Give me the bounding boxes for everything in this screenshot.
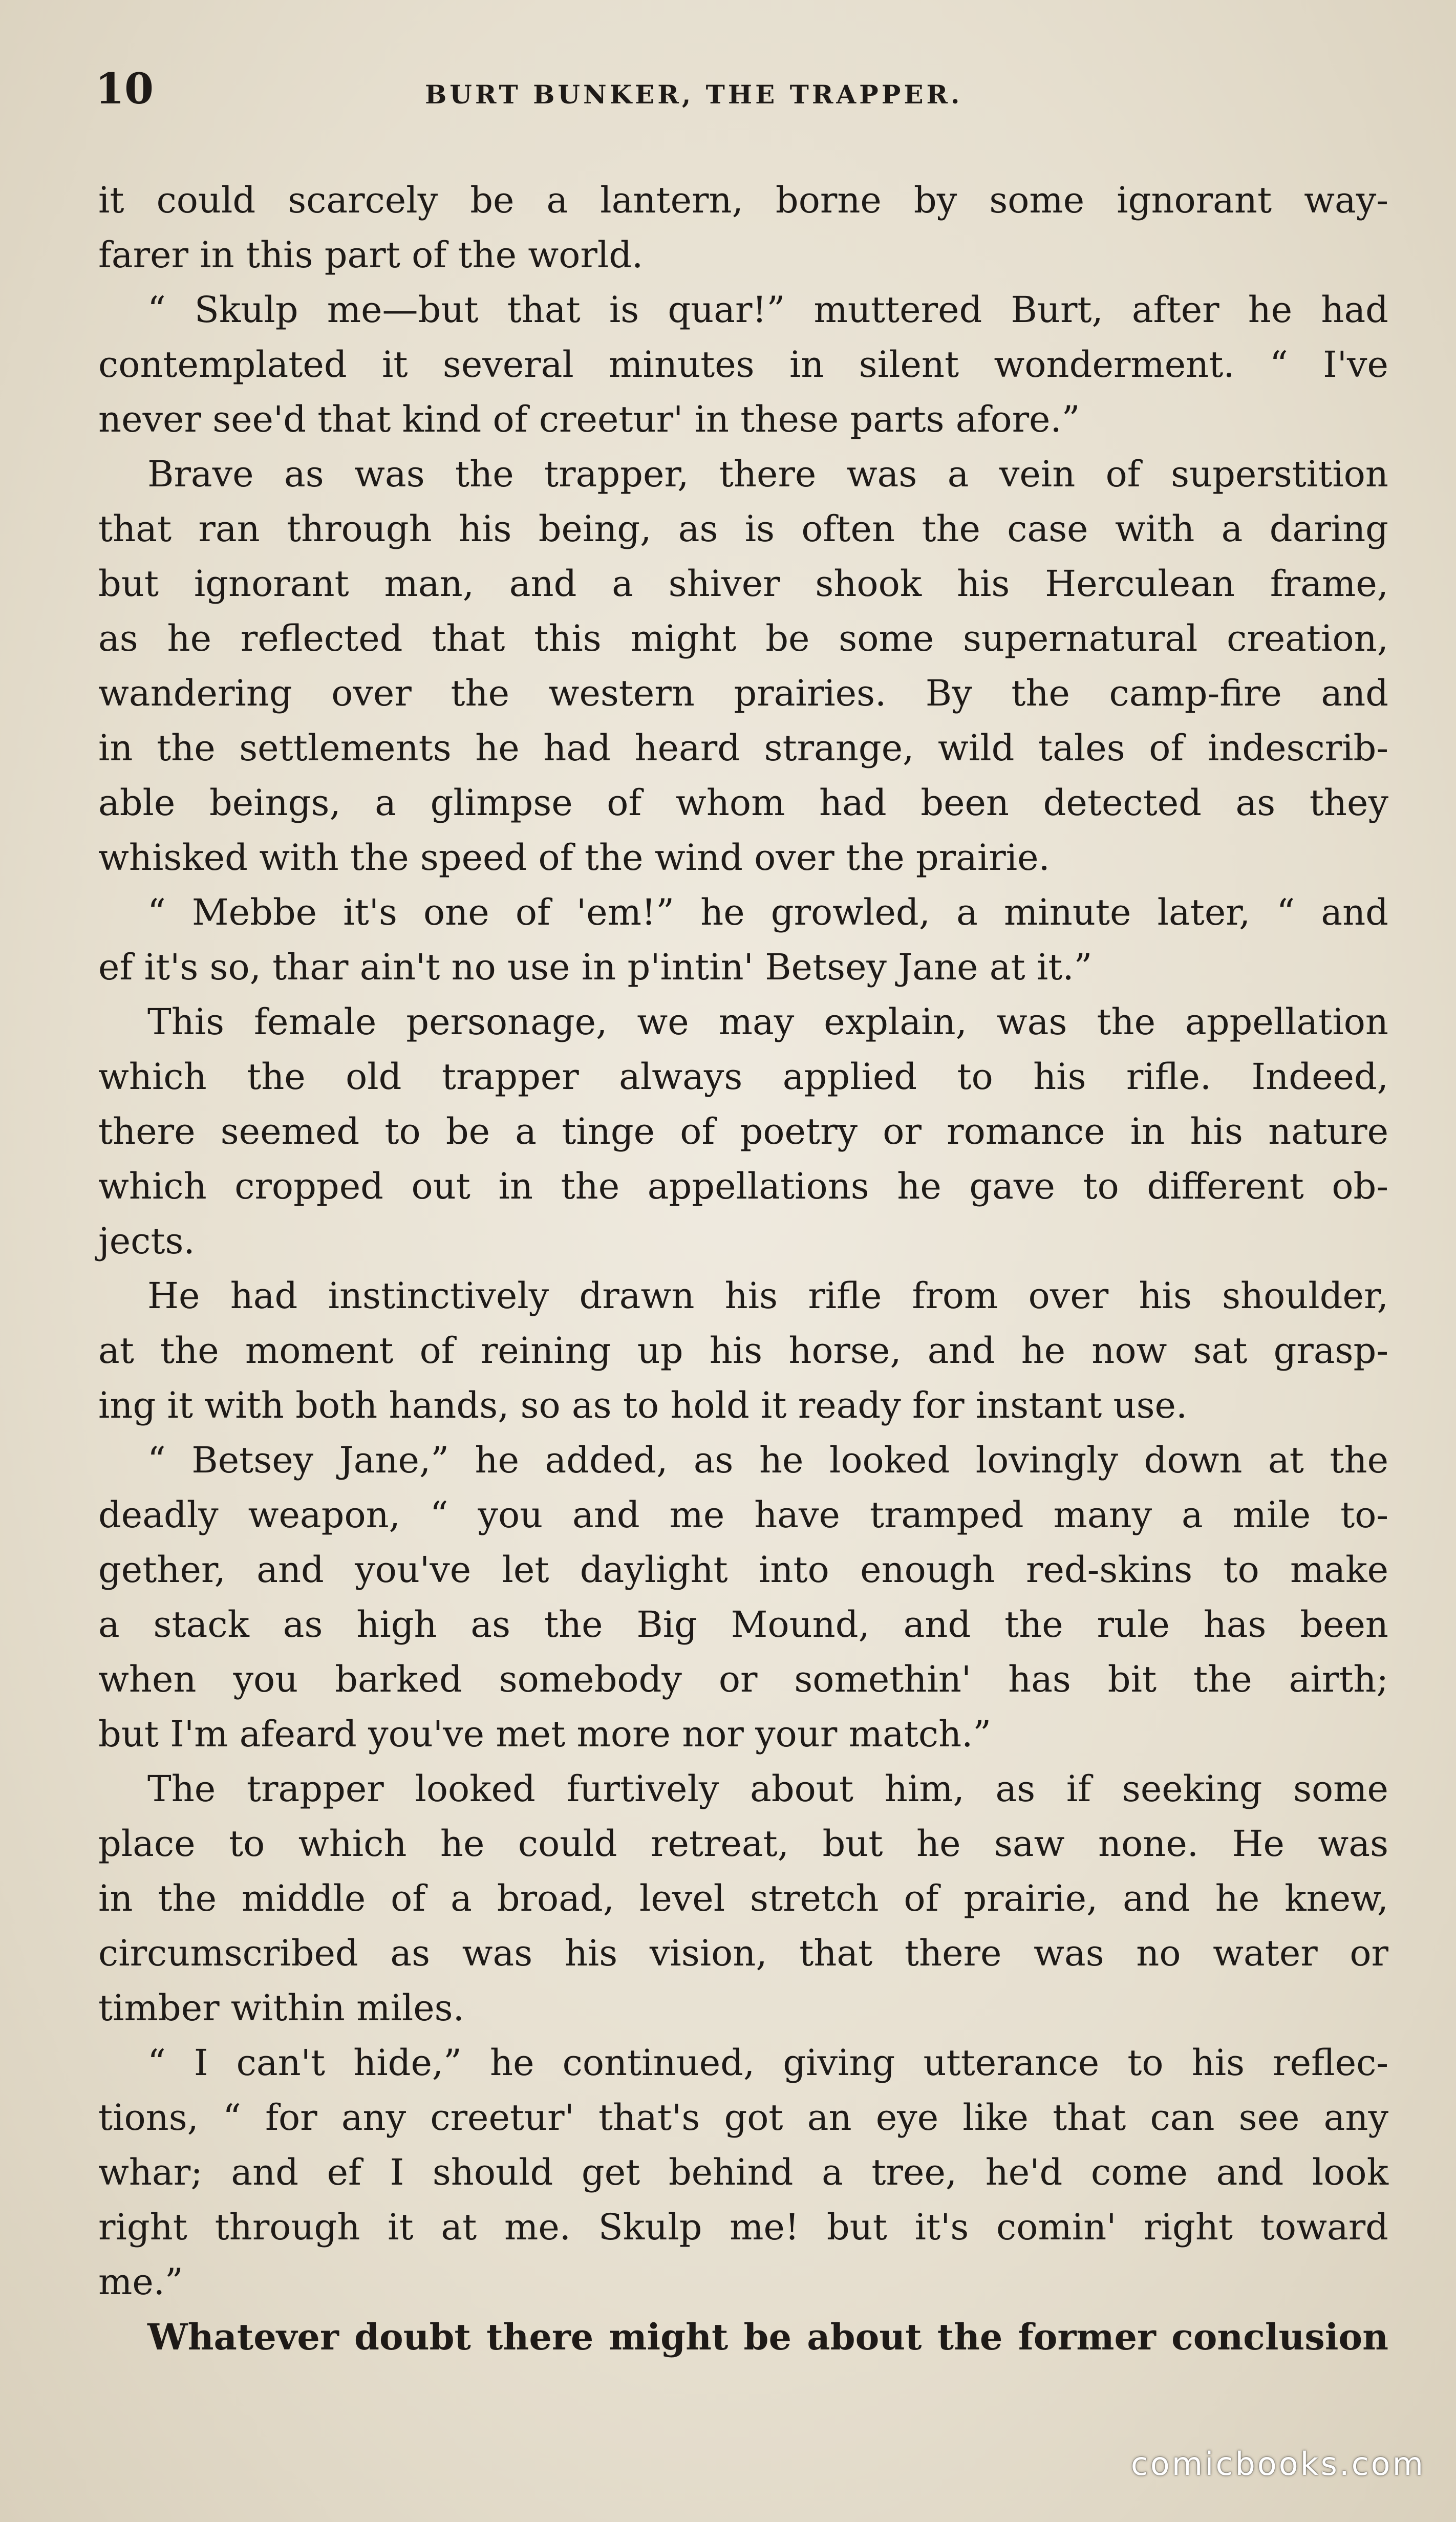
text-line: right through it at me. Skulp me! but it's comin' right toward (98, 2206, 1388, 2248)
text-line: wandering over the western prairies. By the camp-fire and (98, 672, 1388, 714)
text-line: ef it's so, thar ain't no use in p'intin' Betsey Jane at it.” (98, 946, 1093, 988)
text-line: able beings, a glimpse of whom had been detected as they (98, 782, 1388, 824)
text-line: place to which he could retreat, but he saw none. He was (98, 1823, 1388, 1865)
text-line: He had instinctively drawn his rifle from over his shoulder, (147, 1275, 1388, 1317)
text-line: that ran through his being, as is often the case with a daring (98, 508, 1388, 550)
text-line: Whatever doubt there might be about the former conclusion (147, 2316, 1388, 2358)
text-line: when you barked somebody or somethin' has bit the airth; (98, 1658, 1388, 1700)
text-line: “ Mebbe it's one of 'em!” he growled, a minute later, “ and (147, 891, 1388, 933)
text-line: a stack as high as the Big Mound, and the rule has been (98, 1604, 1388, 1645)
running-head: BURT BUNKER, THE TRAPPER. (425, 79, 963, 110)
text-line: it could scarcely be a lantern, borne by some ignorant way- (98, 179, 1388, 221)
text-line: jects. (98, 1220, 195, 1262)
text-line: in the settlements he had heard strange, wild tales of indescrib- (98, 727, 1388, 769)
text-line: circumscribed as was his vision, that there was no water or (98, 1932, 1388, 1974)
text-line: farer in this part of the world. (98, 234, 644, 276)
text-line: deadly weapon, “ you and me have tramped many a mile to- (98, 1494, 1388, 1536)
text-line: but I'm afeard you've met more nor your match.” (98, 1713, 992, 1755)
text-line: but ignorant man, and a shiver shook his Herculean frame, (98, 563, 1388, 605)
text-line: The trapper looked furtively about him, as if seeking some (147, 1768, 1388, 1810)
text-line: never see'd that kind of creetur' in these parts afore.” (98, 398, 1080, 440)
text-line: there seemed to be a tinge of poetry or romance in his nature (98, 1110, 1388, 1152)
text-line: ing it with both hands, so as to hold it ready for instant use. (98, 1384, 1188, 1426)
body-text (98, 173, 1388, 2364)
text-line: as he reflected that this might be some supernatural creation, (98, 617, 1388, 659)
text-line: gether, and you've let daylight into enough red-skins to make (98, 1549, 1388, 1591)
text-line: which cropped out in the appellations he gave to different ob- (98, 1165, 1388, 1207)
text-line: tions, “ for any creetur' that's got an eye like that can see any (98, 2097, 1388, 2139)
text-line: in the middle of a broad, level stretch of prairie, and he knew, (98, 1877, 1388, 1919)
text-line: “ I can't hide,” he continued, giving utterance to his reflec- (147, 2042, 1388, 2084)
text-line: Brave as was the trapper, there was a vein of superstition (147, 453, 1388, 495)
page-number: 10 (95, 65, 154, 114)
text-line: whar; and ef I should get behind a tree, he'd come and look (98, 2151, 1388, 2193)
text-line: me.” (98, 2261, 183, 2303)
text-line: “ Betsey Jane,” he added, as he looked lovingly down at the (147, 1439, 1388, 1481)
text-line: whisked with the speed of the wind over the prairie. (98, 837, 1050, 879)
watermark: comicbooks.com (1130, 2445, 1425, 2483)
text-line: timber within miles. (98, 1987, 464, 2029)
text-line: which the old trapper always applied to his rifle. Indeed, (98, 1056, 1388, 1098)
text-line: at the moment of reining up his horse, and he now sat grasp- (98, 1330, 1388, 1372)
text-line: “ Skulp me—but that is quar!” muttered Burt, after he had (147, 289, 1388, 331)
text-line: contemplated it several minutes in silent wonderment. “ I've (98, 344, 1388, 386)
text-line: This female personage, we may explain, was the appellation (147, 1001, 1388, 1043)
